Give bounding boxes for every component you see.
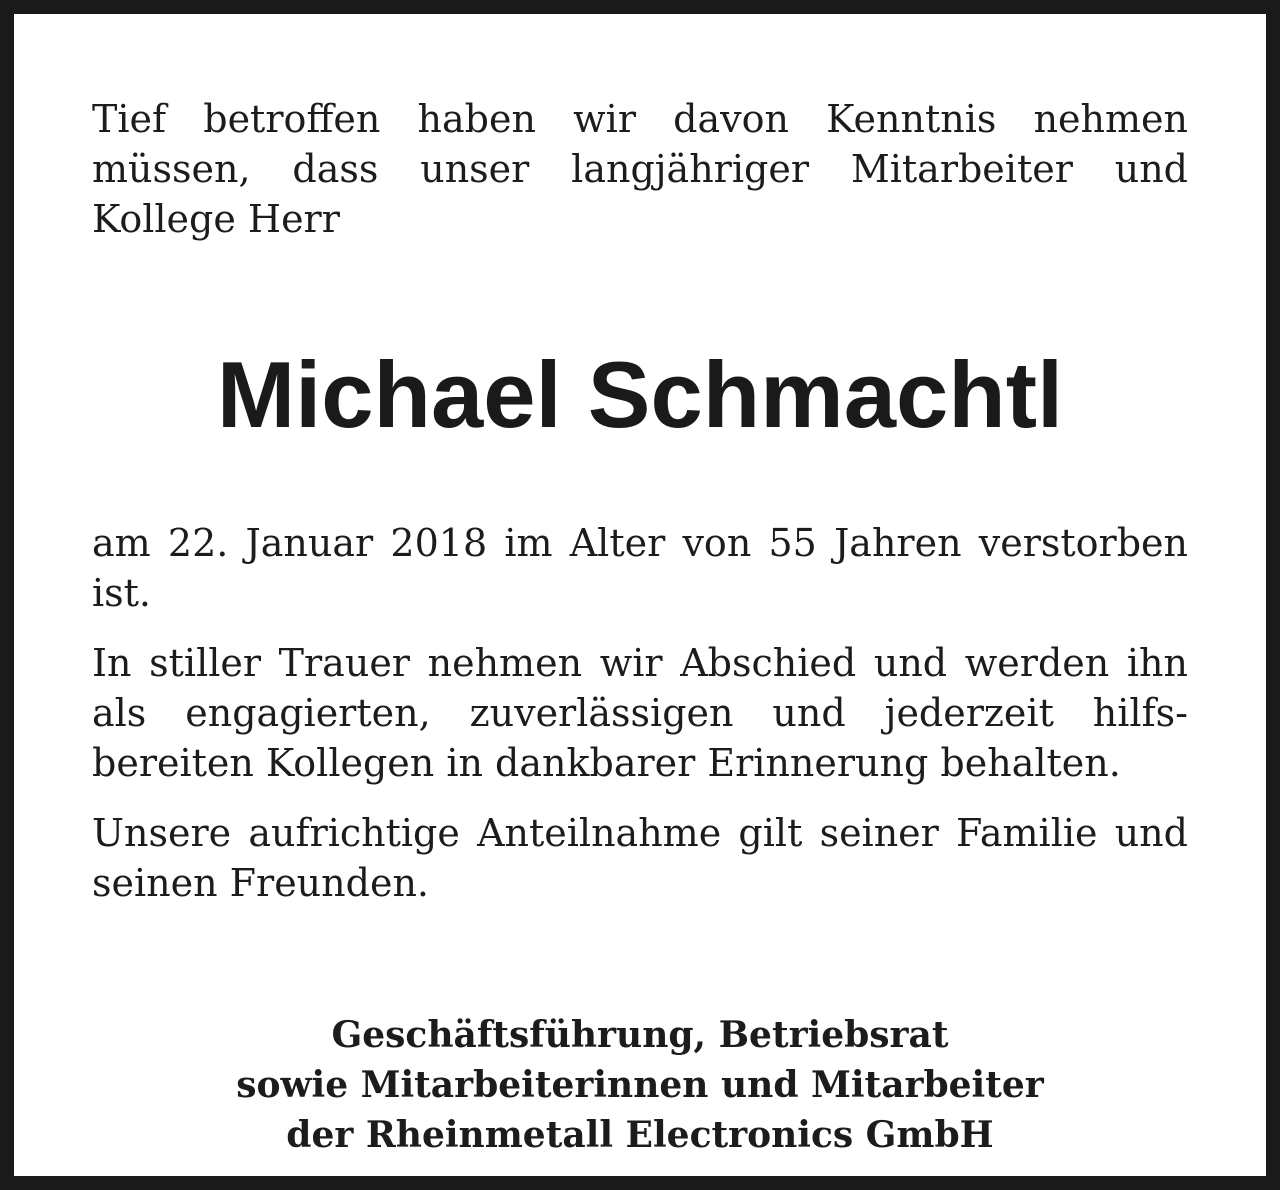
signature-line-1: Geschäftsführung, Betriebsrat	[331, 1014, 949, 1056]
signature-block	[92, 1010, 1188, 1160]
deceased-name: Michael Schmachtl	[216, 342, 1064, 447]
intro-paragraph: Tief betroffen haben wir davon Kenntnis nehmen müssen, dass unser langjähriger Mitarbeiter und Kollege Herr	[92, 97, 1188, 241]
death-paragraph: am 22. Januar 2018 im Alter von 55 Jahren verstorben ist.	[92, 521, 1188, 615]
obituary-notice-content	[92, 94, 1188, 1160]
signature-line-2: sowie Mitarbeiterinnen und Mitarbeiter	[236, 1064, 1044, 1106]
sympathy-paragraph: Unsere aufrichtige Anteilnahme gilt seiner Familie und seinen Freunden.	[92, 811, 1188, 905]
mourning-paragraph: In stiller Trauer nehmen wir Abschied und werden ihn als engagierten, zuverlässigen und jederzeit hilfsbereiten Kollegen in dankbarer Erinnerung behalten.	[92, 641, 1188, 785]
signature-line-3: der Rheinmetall Electronics GmbH	[286, 1114, 994, 1156]
